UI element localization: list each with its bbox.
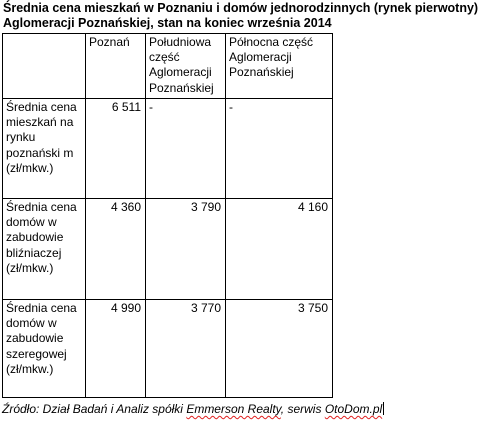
row-label: Średnia cena mieszkań na rynku poznański m (zł/mkw.) [3, 99, 86, 199]
source-note [2, 402, 384, 417]
table-row [3, 199, 333, 300]
value-cell: 4 160 [226, 199, 333, 300]
value-cell: 3 750 [226, 300, 333, 398]
header-cell-north: Północna część Aglomeracji Poznańskiej [226, 34, 333, 99]
source-site: OtoDom.pl [324, 402, 383, 416]
table-header-row [3, 34, 333, 99]
value-cell: - [226, 99, 333, 199]
document-title: Średnia cena mieszkań w Poznaniu i domów jednorodzinnych (rynek pierwotny) Aglomeracji Poznańskiej, stan na koniec września 2014 [3, 1, 479, 30]
source-prefix: Źródło: Dział Badań i Analiz spółki [2, 402, 187, 416]
value-cell: - [146, 99, 226, 199]
text-cursor [383, 402, 384, 415]
header-cell-south: Południowa część Aglomeracji Poznańskiej [146, 34, 226, 99]
header-cell-poznan: Poznań [86, 34, 146, 99]
row-label: Średnia cena domów w zabudowie bliźniaczej (zł/mkw.) [3, 199, 86, 300]
value-cell: 3 770 [146, 300, 226, 398]
table-row [3, 300, 333, 398]
value-cell: 4 990 [86, 300, 146, 398]
source-company: Emmerson Realty [186, 402, 281, 416]
value-cell: 6 511 [86, 99, 146, 199]
value-cell: 4 360 [86, 199, 146, 300]
price-table [2, 33, 333, 398]
value-cell: 3 790 [146, 199, 226, 300]
table-row [3, 99, 333, 199]
source-middle: , serwis [280, 402, 325, 416]
row-label: Średnia cena domów w zabudowie szeregowej (zł/mkw.) [3, 300, 86, 398]
header-cell-empty [3, 34, 86, 99]
